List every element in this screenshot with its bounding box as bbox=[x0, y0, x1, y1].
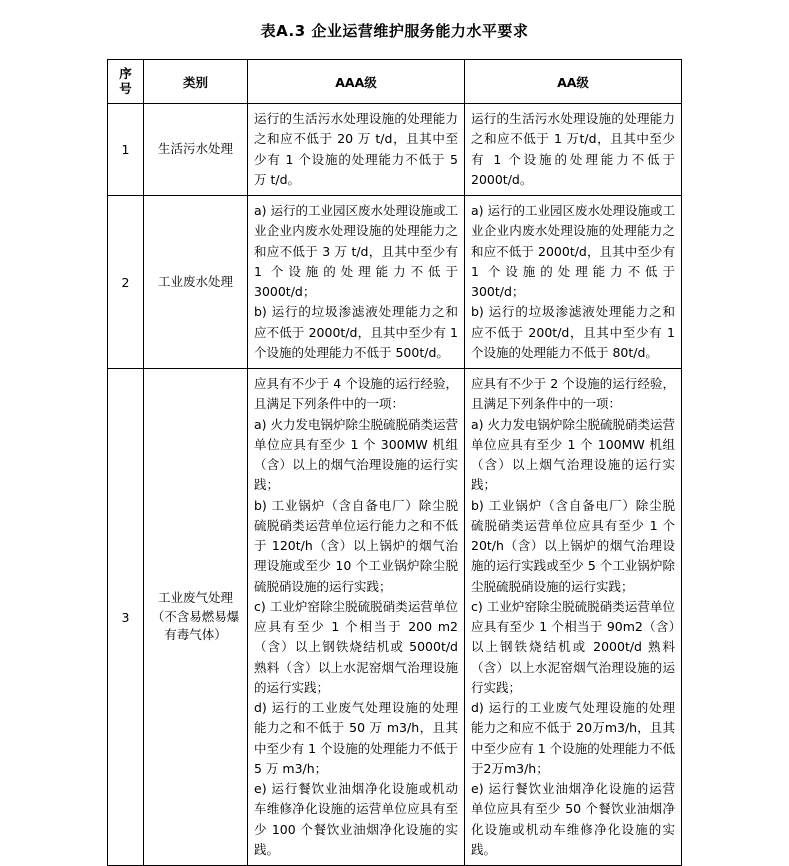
row-category-line2: （不含易燃易爆 bbox=[151, 608, 240, 624]
row-aaa-requirement: 运行的生活污水处理设施的处理能力之和应不低于 20 万 t/d，且其中至少有 1 个设施的处理能力不低于 5 万 t/d。 bbox=[248, 104, 465, 196]
row-aaa-requirement: a) 运行的工业园区废水处理设施或工业企业内废水处理设施的处理能力之和应不低于 3 万 t/d，且其中至少有 1 个设施的处理能力不低于 3000t/d； b) 运行的垃圾渗滤液处理能力之和应不低于 2000t/d，且其中至少有 1 个设施的处理能力不低于 500t/d。 bbox=[248, 196, 465, 369]
table-body bbox=[108, 104, 682, 866]
row-category: 生活污水处理 bbox=[144, 104, 248, 196]
column-header-category: 类别 bbox=[144, 60, 248, 104]
column-header-aaa: AAA级 bbox=[248, 60, 465, 104]
page-title: 表A.3 企业运营维护服务能力水平要求 bbox=[260, 22, 529, 40]
row-category: 工业废水处理 bbox=[144, 196, 248, 369]
table-row bbox=[108, 369, 682, 866]
row-aa-requirement: a) 运行的工业园区废水处理设施或工业企业内废水处理设施的处理能力之和应不低于 2000t/d，且其中至少有 1 个设施的处理能力不低于 300t/d； b) 运行的垃圾渗滤液处理能力之和应不低于 200t/d，且其中至少有 1 个设施的处理能力不低于 80t/d。 bbox=[465, 196, 682, 369]
table-header-row bbox=[108, 60, 682, 104]
row-category-line3: 有毒气体） bbox=[164, 627, 227, 643]
row-category-line1: 工业废气处理 bbox=[157, 589, 233, 605]
row-number: 1 bbox=[108, 104, 144, 196]
table-row bbox=[108, 196, 682, 369]
row-number: 2 bbox=[108, 196, 144, 369]
column-header-no-line1: 序 bbox=[119, 66, 132, 82]
column-header-no-line2: 号 bbox=[119, 80, 132, 96]
row-aa-requirement: 运行的生活污水处理设施的处理能力之和应不低于 1 万t/d，且其中至少有 1 个设施的处理能力不低于 2000t/d。 bbox=[465, 104, 682, 196]
row-aa-requirement: 应具有不少于 2 个设施的运行经验，且满足下列条件中的一项： a) 火力发电锅炉除尘脱硫脱硝类运营单位应具有至少 1 个 100MW 机组（含）以上烟气治理设施的运行实践； b) 工业锅炉（含自备电厂）除尘脱硫脱硝类运营单位应具有至少 1 个 20t/h（含）以上锅炉的烟气治理设施的运行实践或至少 5 个工业锅炉除尘脱硫脱硝设施的运行实践； c) 工业炉窑除尘脱硫脱硝类运营单位应具有至少 1 个相当于 90m2（含）以上钢铁烧结机或 2000t/d 熟料（含）以上水泥窑烟气治理设施的运行实践； d) 运行的工业废气处理设施的处理能力之和应不低于 20万m3/h，且其中至少应有 1 个设施的处理能力不低于2万m3/h； e) 运行餐饮业油烟净化设施的运营单位应具有至少 50 个餐饮业油烟净化设施或机动车维修净化设施的实践。 bbox=[465, 369, 682, 866]
row-number: 3 bbox=[108, 369, 144, 866]
row-category bbox=[144, 369, 248, 866]
row-aaa-requirement: 应具有不少于 4 个设施的运行经验，且满足下列条件中的一项： a) 火力发电锅炉除尘脱硫脱硝类运营单位应具有至少 1 个 300MW 机组（含）以上的烟气治理设施的运行实践； b) 工业锅炉（含自备电厂）除尘脱硫脱硝类运营单位运行能力之和不低于 120t/h（含）以上锅炉的烟气治理设施或至少 10 个工业锅炉除尘脱硫脱硝设施的运行实践； c) 工业炉窑除尘脱硫脱硝类运营单位应具有至少 1 个相当于 200 m2（含）以上钢铁烧结机或 5000t/d 熟料（含）以上水泥窑烟气治理设施的运行实践； d) 运行的工业废气处理设施的处理能力之和不低于 50 万 m3/h，且其中至少有 1 个设施的处理能力不低于 5 万 m3/h； e) 运行餐饮业油烟净化设施或机动车维修净化设施的运营单位应具有至少 100 个餐饮业油烟净化设施的实践。 bbox=[248, 369, 465, 866]
table-row bbox=[108, 104, 682, 196]
capability-requirements-table bbox=[107, 59, 682, 866]
column-header-no bbox=[108, 60, 144, 104]
table-header bbox=[108, 60, 682, 104]
column-header-aa: AA级 bbox=[465, 60, 682, 104]
